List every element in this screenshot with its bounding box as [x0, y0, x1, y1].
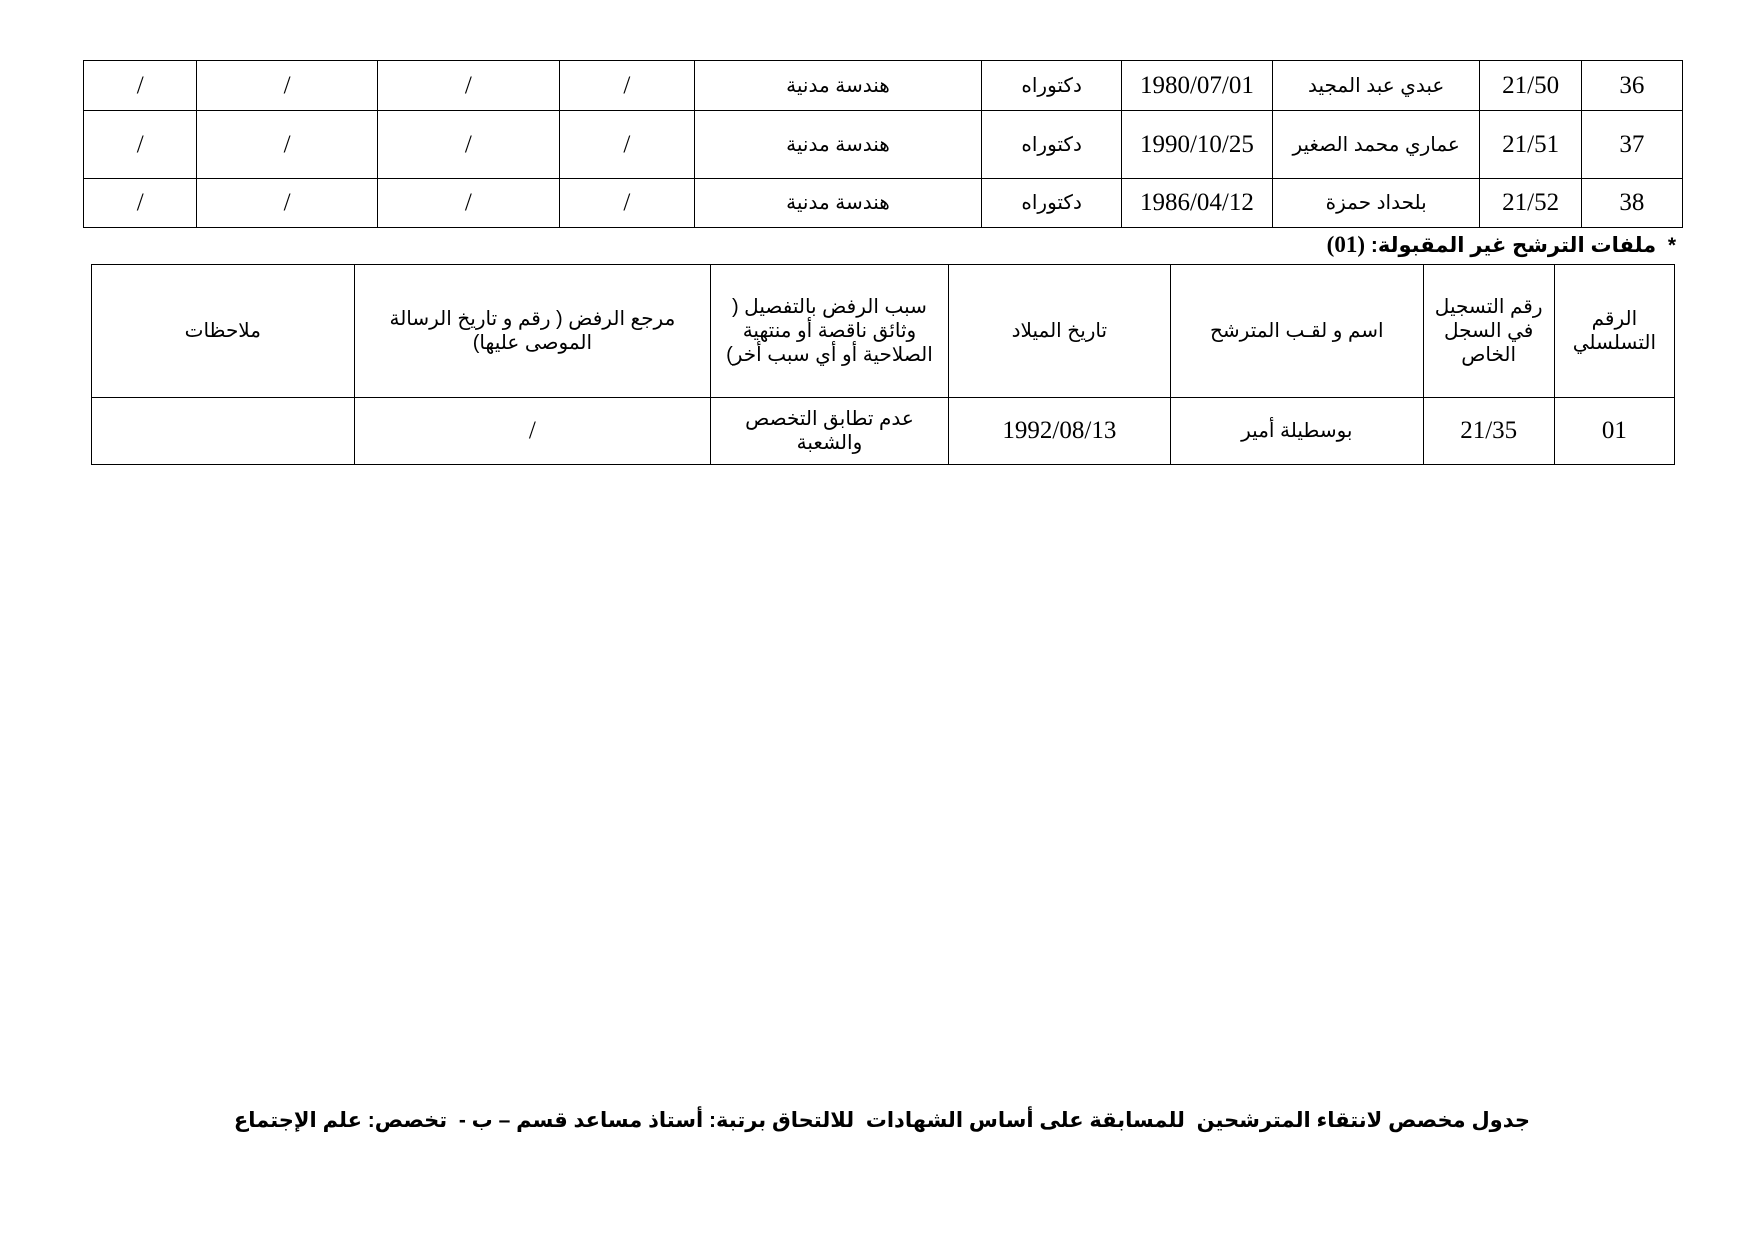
degree-cell: دكتوراه [982, 61, 1122, 111]
col-cell: / [560, 61, 695, 111]
name-cell: بوسطيلة أمير [1171, 398, 1423, 465]
header-name: اسم و لقـب المترشح [1171, 265, 1423, 398]
reg-cell: 21/51 [1480, 111, 1581, 179]
accepted-candidates-table [83, 60, 1683, 228]
col-cell: / [197, 111, 377, 179]
name-cell: بلحداد حمزة [1272, 179, 1480, 228]
degree-cell: دكتوراه [982, 179, 1122, 228]
seq-cell: 36 [1581, 61, 1682, 111]
table-row [84, 61, 1683, 111]
birth-cell: 1992/08/13 [948, 398, 1170, 465]
col-cell: / [377, 179, 559, 228]
birth-cell: 1990/10/25 [1122, 111, 1273, 179]
reference-cell: / [354, 398, 711, 465]
seq-cell: 37 [1581, 111, 1682, 179]
asterisk-icon: * [1656, 234, 1676, 257]
reason-cell: عدم تطابق التخصص والشعبة [711, 398, 948, 465]
specialty-cell: هندسة مدنية [694, 179, 982, 228]
rejected-heading-label: ملفات الترشح غير المقبولة: [1370, 234, 1657, 257]
specialty-cell: هندسة مدنية [694, 111, 982, 179]
name-cell: عبدي عبد المجيد [1272, 61, 1480, 111]
seq-cell: 38 [1581, 179, 1682, 228]
birth-cell: 1986/04/12 [1122, 179, 1273, 228]
col-cell: / [84, 61, 197, 111]
name-cell: عماري محمد الصغير [1272, 111, 1480, 179]
col-cell: / [197, 61, 377, 111]
birth-cell: 1980/07/01 [1122, 61, 1273, 111]
table-row [84, 179, 1683, 228]
col-cell: / [84, 179, 197, 228]
header-seq: الرقم التسلسلي [1554, 265, 1674, 398]
col-cell: / [377, 111, 559, 179]
notes-cell [92, 398, 355, 465]
rejected-heading [1327, 232, 1676, 258]
col-cell: / [560, 111, 695, 179]
col-cell: / [197, 179, 377, 228]
col-cell: / [377, 61, 559, 111]
degree-cell: دكتوراه [982, 111, 1122, 179]
header-notes: ملاحظات [92, 265, 355, 398]
col-cell: / [560, 179, 695, 228]
header-reason: سبب الرفض بالتفصيل ( وثائق ناقصة أو منتهية الصلاحية أو أي سبب أخر) [711, 265, 948, 398]
header-birth: تاريخ الميلاد [948, 265, 1170, 398]
rejected-candidates-table [91, 264, 1675, 465]
footer-title: جدول مخصص لانتقاء المترشحين للمسابقة على أساس الشهادات للالتحاق برتبة: أستاذ مساعد قسم – ب - تخصص: علم الإجتماع [233, 1109, 1530, 1132]
table-row [84, 111, 1683, 179]
seq-cell: 01 [1554, 398, 1674, 465]
col-cell: / [84, 111, 197, 179]
reg-cell: 21/52 [1480, 179, 1581, 228]
header-reference: مرجع الرفض ( رقم و تاريخ الرسالة الموصى عليها) [354, 265, 711, 398]
header-reg: رقم التسجيل في السجل الخاص [1423, 265, 1554, 398]
specialty-cell: هندسة مدنية [694, 61, 982, 111]
header-row [92, 265, 1675, 398]
rejected-count: (01) [1326, 232, 1366, 257]
reg-cell: 21/50 [1480, 61, 1581, 111]
reg-cell: 21/35 [1423, 398, 1554, 465]
table-row [92, 398, 1675, 465]
